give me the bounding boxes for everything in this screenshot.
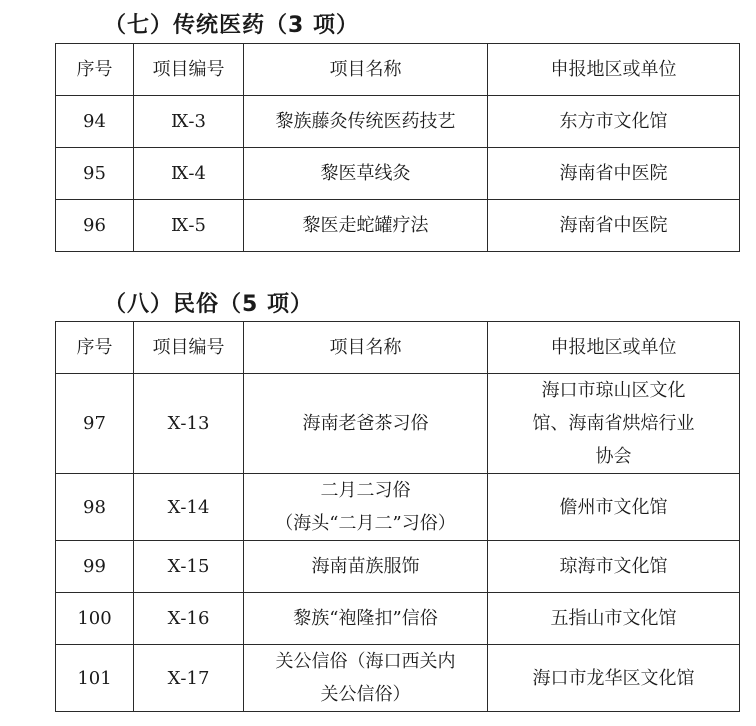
cell-project-name xyxy=(244,645,488,712)
table-row xyxy=(56,96,740,148)
table-row xyxy=(56,593,740,645)
project-name-line: （海头“二月二”习俗） xyxy=(275,513,456,534)
applicant-unit-line: 儋州市文化馆 xyxy=(559,496,668,518)
project-name-line: 关公信俗） xyxy=(320,684,411,705)
table-row xyxy=(56,474,740,541)
header-serial-number: 序号 xyxy=(56,44,134,96)
applicant-unit-line: 琼海市文化馆 xyxy=(559,556,668,577)
cell-applicant-unit: 海南省中医院 xyxy=(488,148,740,200)
table-row xyxy=(56,148,740,200)
cell-project-code: Ⅸ-4 xyxy=(134,148,244,200)
cell-project-name xyxy=(244,541,488,593)
cell-applicant-unit: 东方市文化馆 xyxy=(488,96,740,148)
table-header-row xyxy=(56,322,740,374)
cell-serial-number: 99 xyxy=(56,541,134,593)
applicant-unit-line: 协会 xyxy=(595,446,632,467)
cell-serial-number: 97 xyxy=(56,374,134,474)
cell-serial-number: 98 xyxy=(56,474,134,541)
applicant-unit-line: 海口市龙华区文化馆 xyxy=(532,667,695,689)
table-row xyxy=(56,374,740,474)
project-name-line: 二月二习俗 xyxy=(320,480,411,501)
table-row xyxy=(56,541,740,593)
cell-project-name xyxy=(244,474,488,541)
cell-project-code: Ⅹ-14 xyxy=(134,474,244,541)
header-serial-number: 序号 xyxy=(56,322,134,374)
traditional-medicine-table xyxy=(55,43,740,252)
folk-customs-table xyxy=(55,321,740,712)
project-name-line: 海南老爸茶习俗 xyxy=(302,413,429,434)
cell-project-name xyxy=(244,374,488,474)
cell-applicant-unit xyxy=(488,593,740,645)
cell-serial-number: 95 xyxy=(56,148,134,200)
cell-applicant-unit xyxy=(488,474,740,541)
cell-project-name: 黎医草线灸 xyxy=(244,148,488,200)
header-applicant-unit: 申报地区或单位 xyxy=(488,44,740,96)
cell-serial-number: 94 xyxy=(56,96,134,148)
cell-applicant-unit xyxy=(488,374,740,474)
cell-project-code: Ⅹ-15 xyxy=(134,541,244,593)
cell-serial-number: 101 xyxy=(56,645,134,712)
header-project-name: 项目名称 xyxy=(244,322,488,374)
header-applicant-unit: 申报地区或单位 xyxy=(488,322,740,374)
cell-serial-number: 96 xyxy=(56,200,134,252)
cell-project-name: 黎医走蛇罐疗法 xyxy=(244,200,488,252)
cell-applicant-unit xyxy=(488,645,740,712)
cell-applicant-unit: 海南省中医院 xyxy=(488,200,740,252)
header-project-code: 项目编号 xyxy=(134,322,244,374)
project-name-line: 海南苗族服饰 xyxy=(311,556,420,577)
header-project-code: 项目编号 xyxy=(134,44,244,96)
project-name-line: 黎族“袍隆扣”信俗 xyxy=(293,608,438,629)
section-heading-traditional-medicine: （七）传统医药（3 项） xyxy=(104,13,359,38)
applicant-unit-line: 馆、海南省烘焙行业 xyxy=(532,413,695,434)
section-heading-folk-customs: （八）民俗（5 项） xyxy=(104,292,313,317)
cell-project-code: Ⅹ-16 xyxy=(134,593,244,645)
cell-project-code: Ⅹ-13 xyxy=(134,374,244,474)
table-row xyxy=(56,645,740,712)
cell-project-name xyxy=(244,593,488,645)
cell-project-name: 黎族藤灸传统医药技艺 xyxy=(244,96,488,148)
table-row xyxy=(56,200,740,252)
cell-applicant-unit xyxy=(488,541,740,593)
header-project-name: 项目名称 xyxy=(244,44,488,96)
project-name-line: 关公信俗（海口西关内 xyxy=(275,651,456,672)
applicant-unit-line: 五指山市文化馆 xyxy=(550,608,677,629)
applicant-unit-line: 海口市琼山区文化 xyxy=(541,380,686,401)
cell-serial-number: 100 xyxy=(56,593,134,645)
table-header-row xyxy=(56,44,740,96)
cell-project-code: Ⅸ-5 xyxy=(134,200,244,252)
cell-project-code: Ⅸ-3 xyxy=(134,96,244,148)
cell-project-code: Ⅹ-17 xyxy=(134,645,244,712)
